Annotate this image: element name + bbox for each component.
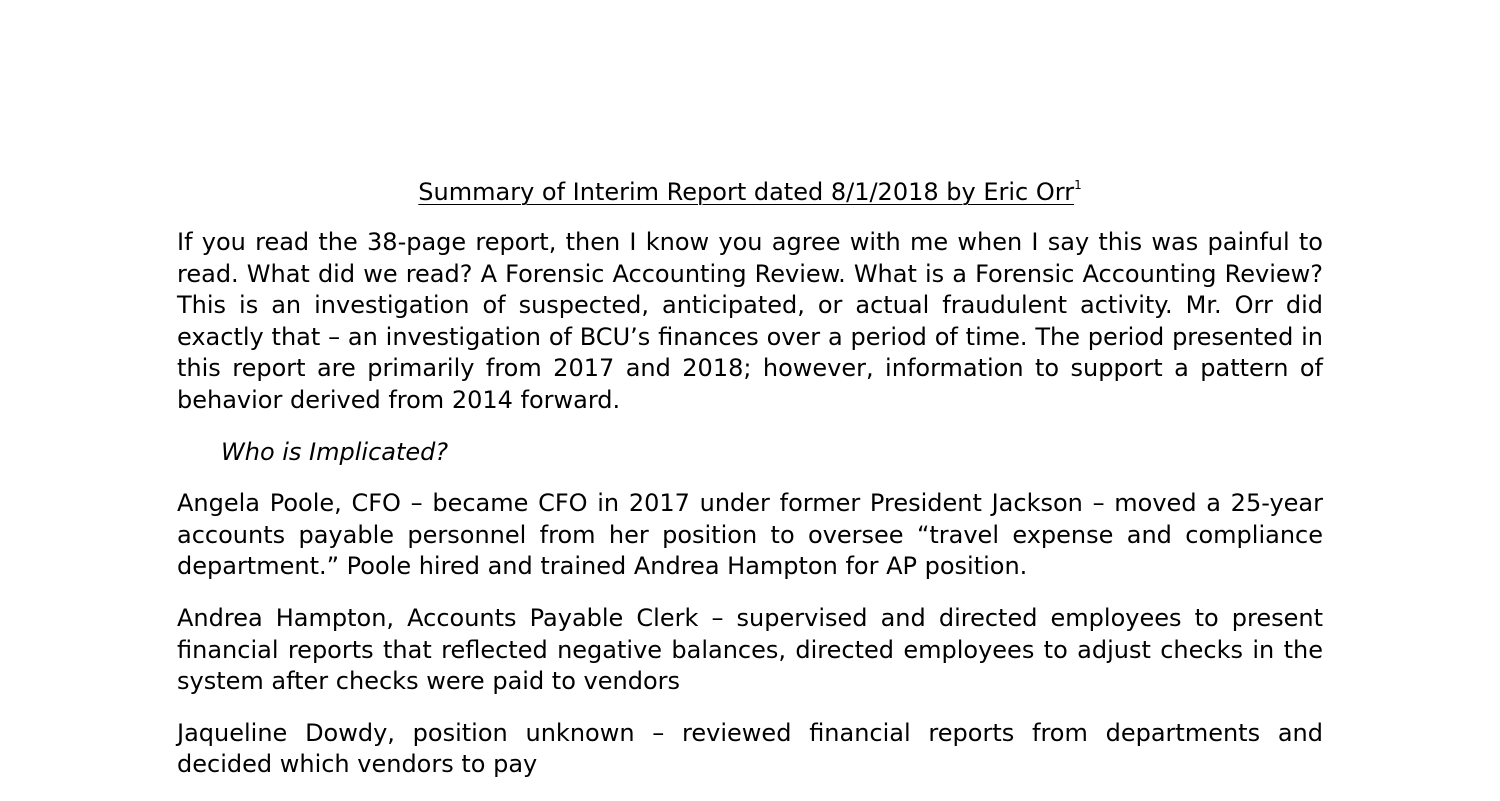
implicated-paragraph-hampton: Andrea Hampton, Accounts Payable Clerk – supervised and directed employees to present financial reports that reflected negative balances, directed employees to adjust checks in the system after checks were paid to vendors: [177, 603, 1323, 696]
document-title-text: Summary of Interim Report dated 8/1/2018 by Eric Orr: [418, 178, 1075, 206]
implicated-paragraph-poole: Angela Poole, CFO – became CFO in 2017 under former President Jackson – moved a 25-year accounts payable personnel from her position to oversee “travel expense and compliance department.” Poole hired and trained Andrea Hampton for AP position.: [177, 489, 1323, 581]
implicated-paragraph-dowdy: Jaqueline Dowdy, position unknown – reviewed financial reports from departments and decided which vendors to pay: [177, 718, 1323, 779]
footnote-marker: 1: [1074, 178, 1082, 192]
section-subheading: Who is Implicated?: [221, 437, 449, 466]
intro-paragraph: If you read the 38-page report, then I know you agree with me when I say this was painful to read. What did we read? A Forensic Accounting Review. What is a Forensic Accounting Review? This is an investigation of suspected, anticipated, or actual fraudulent activity. Mr. Orr did exactly that – an investigation of BCU’s finances over a period of time. The period presented in this report are primarily from 2017 and 2018; however, information to support a pattern of behavior derived from 2014 forward.: [177, 228, 1323, 414]
document-content: [177, 176, 1323, 801]
document-title: [177, 176, 1323, 208]
